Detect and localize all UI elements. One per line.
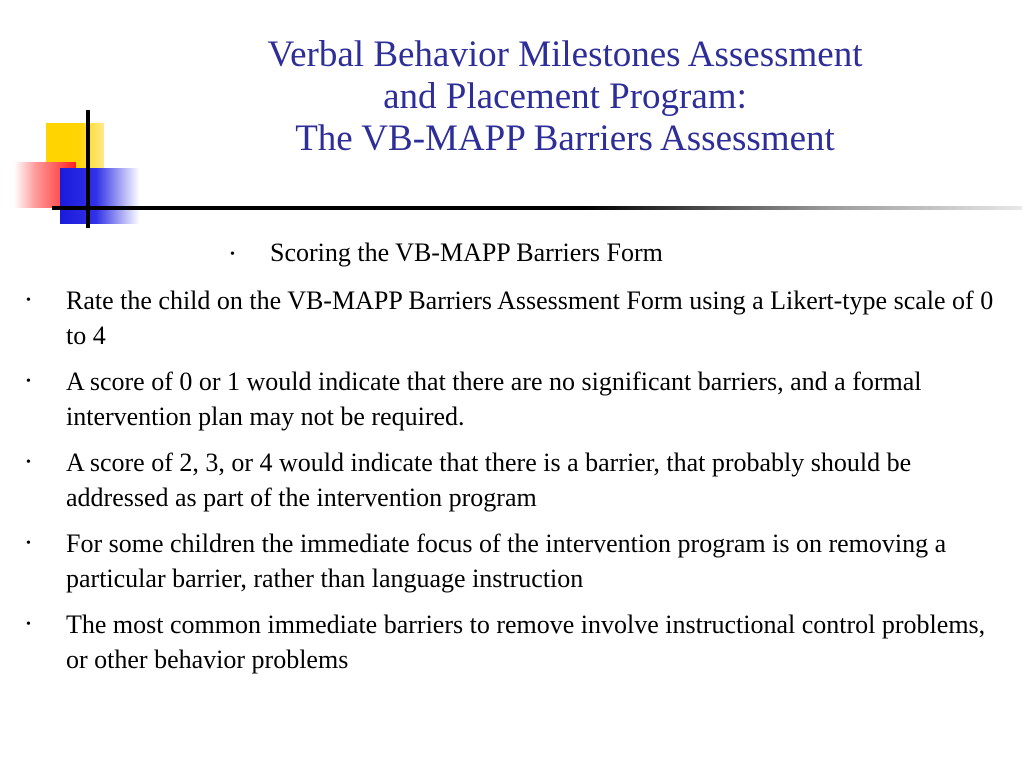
bullet-dot: •	[26, 455, 31, 470]
slide-title	[140, 34, 990, 160]
subheading-text: Scoring the VB-MAPP Barriers Form	[270, 238, 663, 267]
logo-blue-square	[60, 168, 140, 224]
bullet-text: A score of 0 or 1 would indicate that there are no significant barriers, and a formal intervention plan may not be required.	[66, 367, 922, 431]
bullet-dot: •	[26, 374, 31, 389]
bullet-item	[24, 607, 994, 677]
title-divider-line	[52, 206, 1022, 210]
slide-title-line-2: and Placement Program:	[383, 76, 747, 117]
logo-vertical-line	[86, 110, 90, 228]
bullet-item	[24, 364, 994, 434]
bullet-text: A score of 2, 3, or 4 would indicate that there is a barrier, that probably should be addressed as part of the intervention program	[66, 448, 912, 512]
slide-title-line-3: The VB-MAPP Barriers Assessment	[295, 118, 835, 159]
bullet-text: For some children the immediate focus of the intervention program is on removing a particular barrier, rather than language instruction	[66, 529, 947, 593]
bullet-dot: •	[26, 293, 31, 308]
bullet-list	[24, 283, 994, 688]
bullet-item	[24, 526, 994, 596]
bullet-text: The most common immediate barriers to remove involve instructional control problems, or other behavior problems	[66, 610, 986, 674]
bullet-item	[24, 283, 994, 353]
bullet-dot: •	[26, 536, 31, 551]
bullet-text: Rate the child on the VB-MAPP Barriers Assessment Form using a Likert-type scale of 0 to 4	[66, 286, 994, 350]
bullet-dot: •	[230, 247, 235, 263]
slide-title-line-1: Verbal Behavior Milestones Assessment	[267, 34, 863, 75]
bullet-dot: •	[26, 617, 31, 632]
slide-subheading	[230, 236, 663, 272]
bullet-item	[24, 445, 994, 515]
